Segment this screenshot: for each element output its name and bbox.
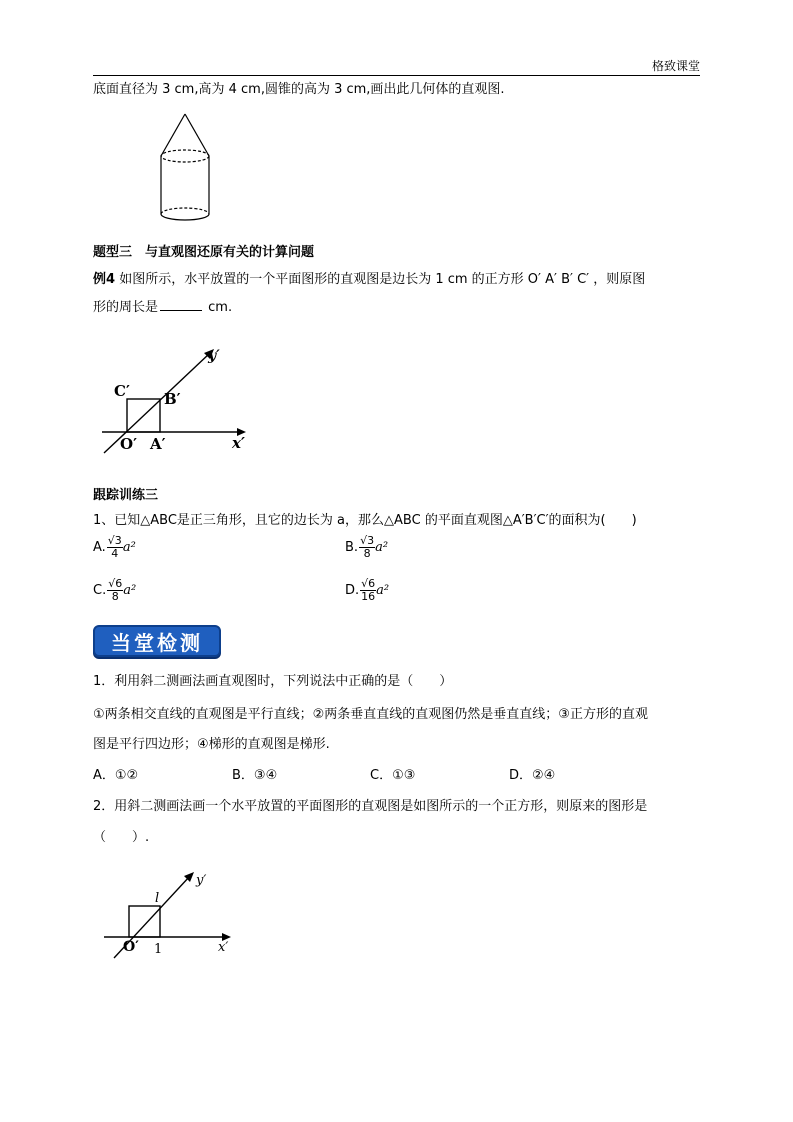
label-a: A′	[150, 435, 166, 453]
classroom-test-badge: 当堂检测	[93, 625, 221, 657]
quiz-q2-figure	[100, 866, 250, 961]
label-c: C′	[114, 382, 130, 400]
label-o: O′	[123, 939, 139, 955]
practice3-q1: 1、已知△ABC是正三角形，且它的边长为 a，那么△ABC 的平面直观图△A′B′C′的面积为( )	[93, 513, 637, 528]
option-a-num: √3	[107, 534, 122, 547]
label-x: x′	[232, 434, 245, 452]
option-c-letter: C.	[93, 583, 107, 598]
square	[129, 906, 160, 937]
option-c-num: √6	[108, 577, 123, 590]
quiz-q1-option-d[interactable]: D．②④	[509, 768, 556, 783]
option-b-den: 8	[363, 547, 371, 560]
option-c-den: 8	[111, 590, 119, 603]
option-b-num: √3	[360, 534, 375, 547]
top-ellipse	[161, 150, 209, 162]
quiz-q1-stem: 1．利用斜二测画法画直观图时，下列说法中正确的是（ ）	[93, 674, 453, 689]
option-c[interactable]	[93, 578, 136, 603]
quiz-q2-line2: （ ）.	[93, 830, 150, 845]
example4-line1	[93, 268, 645, 287]
option-b-tail: a²	[375, 540, 389, 555]
label-l: l	[155, 891, 160, 906]
label-b: B′	[164, 390, 181, 408]
example4-line2	[93, 296, 232, 315]
bottom-ellipse-back	[161, 208, 209, 214]
header-rule	[93, 75, 700, 76]
quiz-q1-line3: 图是平行四边形；④梯形的直观图是梯形.	[93, 737, 330, 752]
label-y: y′	[196, 873, 207, 888]
option-d-den: 16	[361, 590, 376, 603]
example4-label: 例4	[93, 272, 116, 287]
quiz-q1-option-a[interactable]: A．①②	[93, 768, 139, 783]
intro-line: 底面直径为 3 cm,高为 4 cm,圆锥的高为 3 cm,画出此几何体的直观图.	[93, 82, 505, 97]
label-one: 1	[154, 942, 163, 957]
quiz-q1-line2: ①两条相交直线的直观图是平行直线；②两条垂直直线的直观图仍然是垂直直线；③正方形的直观	[93, 707, 648, 722]
quiz-q1-option-b[interactable]: B．③④	[232, 768, 278, 783]
answer-blank[interactable]	[160, 300, 202, 311]
option-d-tail: a²	[376, 583, 390, 598]
option-d-letter: D.	[345, 583, 360, 598]
cone-left-edge	[161, 114, 185, 156]
option-a-fraction	[107, 535, 123, 560]
cylinder-cone-figure	[150, 108, 220, 230]
option-d-fraction	[360, 578, 376, 603]
label-x: x′	[218, 940, 229, 955]
example4-text-2-post: cm.	[208, 300, 233, 315]
header-text: 格致课堂	[651, 59, 700, 73]
option-c-tail: a²	[123, 583, 137, 598]
option-a-letter: A.	[93, 540, 106, 555]
option-c-fraction	[107, 578, 123, 603]
quiz-q1-option-c[interactable]: C．①③	[370, 768, 416, 783]
section3-title: 题型三 与直观图还原有关的计算问题	[93, 245, 315, 260]
example4-figure	[98, 340, 258, 455]
option-b[interactable]	[345, 535, 388, 560]
label-o: O′	[120, 435, 138, 453]
option-a[interactable]	[93, 535, 136, 560]
option-a-den: 4	[111, 547, 119, 560]
example4-text-2-pre: 形的周长是	[93, 300, 159, 315]
option-d-num: √6	[361, 577, 376, 590]
quiz-q2-line1: 2．用斜二测画法画一个水平放置的平面图形的直观图是如图所示的一个正方形，则原来的图形是	[93, 799, 648, 814]
option-a-tail: a²	[122, 540, 136, 555]
practice3-title: 跟踪训练三	[93, 488, 159, 503]
option-d[interactable]	[345, 578, 389, 603]
label-y: y′	[208, 348, 220, 364]
option-b-fraction	[359, 535, 375, 560]
option-b-letter: B.	[345, 540, 359, 555]
example4-text-1: 如图所示，水平放置的一个平面图形的直观图是边长为 1 cm 的正方形 O′ A′ B′ C′ ，则原图	[119, 272, 646, 287]
bottom-ellipse-front	[161, 214, 209, 220]
